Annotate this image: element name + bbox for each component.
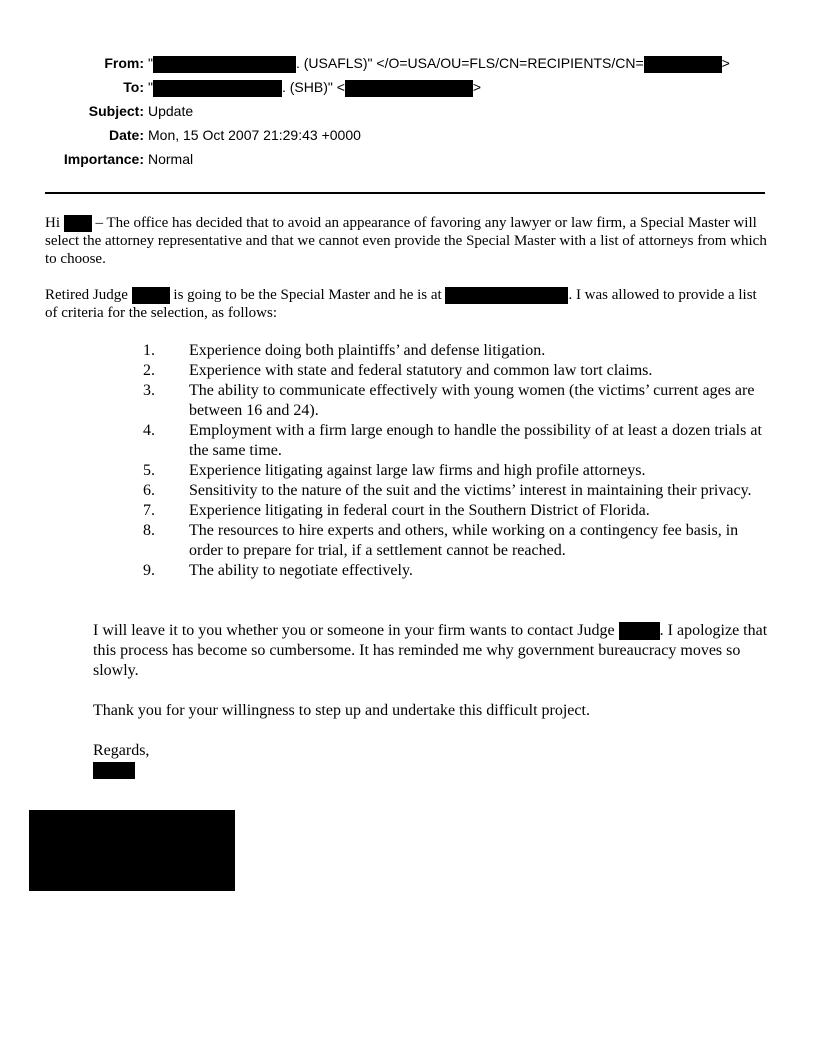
list-text: Sensitivity to the nature of the suit and the victims’ interest in maintaining their privacy. bbox=[189, 482, 752, 499]
signature-block-redaction bbox=[29, 810, 235, 891]
list-item bbox=[143, 381, 773, 421]
paragraph-contact bbox=[93, 621, 773, 681]
header-date bbox=[0, 124, 816, 146]
intro-text: – The office has decided that to avoid an appearance of favoring any lawyer or law firm, a Special Master will select the attorney representative and that we cannot even provide the Special Master with a list of attorneys from which to choose. bbox=[45, 215, 767, 268]
header-to bbox=[0, 76, 816, 98]
special-master-text-c: . I was allowed to provide a list of criteria for the selection, as follows: bbox=[45, 287, 757, 322]
subject-label: Subject: bbox=[88, 103, 144, 119]
from-address: . (USAFLS)" </O=USA/OU=FLS/CN=RECIPIENTS/CN= bbox=[295, 55, 644, 71]
importance-label: Importance: bbox=[63, 151, 144, 167]
list-item bbox=[143, 461, 773, 481]
importance-value: Normal bbox=[148, 151, 194, 167]
list-item bbox=[143, 421, 773, 461]
redaction-bar bbox=[153, 80, 282, 97]
list-item bbox=[143, 501, 773, 521]
date-value: Mon, 15 Oct 2007 21:29:43 +0000 bbox=[148, 127, 361, 143]
redaction-bar bbox=[64, 215, 92, 232]
closing: Regards, bbox=[93, 742, 150, 759]
paragraph-special-master bbox=[45, 286, 770, 322]
list-number: 7. bbox=[143, 502, 155, 519]
signature-redaction bbox=[93, 762, 135, 779]
list-item bbox=[143, 361, 773, 381]
header-from bbox=[0, 52, 816, 74]
date-label: Date: bbox=[108, 127, 144, 143]
list-text: Experience litigating in federal court in the Southern District of Florida. bbox=[189, 502, 650, 519]
paragraph-thanks: Thank you for your willingness to step up and undertake this difficult project. bbox=[93, 702, 590, 719]
from-quote: " bbox=[148, 55, 153, 71]
list-number: 5. bbox=[143, 462, 155, 479]
special-master-text-b: is going to be the Special Master and he is at bbox=[169, 287, 446, 303]
from-label: From: bbox=[104, 55, 144, 71]
subject-value: Update bbox=[148, 103, 194, 119]
header-divider bbox=[45, 192, 765, 194]
list-item bbox=[143, 521, 773, 561]
list-text: Experience doing both plaintiffs’ and defense litigation. bbox=[189, 342, 546, 359]
to-quote: " bbox=[148, 79, 153, 95]
list-text: The resources to hire experts and others, while working on a contingency fee basis, in order to prepare for trial, if a settlement cannot be reached. bbox=[189, 522, 739, 559]
list-number: 6. bbox=[143, 482, 155, 499]
to-address: . (SHB)" < bbox=[281, 79, 345, 95]
to-label: To: bbox=[123, 79, 144, 95]
list-text: The ability to communicate effectively with young women (the victims’ current ages are between 16 and 24). bbox=[189, 382, 755, 419]
greeting: Hi bbox=[45, 215, 64, 231]
list-number: 2. bbox=[143, 362, 155, 379]
redaction-bar bbox=[132, 287, 170, 304]
list-text: Experience litigating against large law firms and high profile attorneys. bbox=[189, 462, 646, 479]
criteria-list bbox=[143, 341, 773, 581]
list-item bbox=[143, 341, 773, 361]
paragraph-intro bbox=[45, 214, 770, 268]
list-item bbox=[143, 481, 773, 501]
list-number: 4. bbox=[143, 422, 155, 439]
to-value bbox=[148, 76, 481, 98]
redaction-bar bbox=[153, 56, 296, 73]
redaction-bar bbox=[619, 622, 660, 640]
contact-text-b: . I apologize that this process has become so cumbersome. It has reminded me why government bureaucracy moves so slowly. bbox=[93, 622, 768, 679]
list-item bbox=[143, 561, 773, 581]
from-bracket: > bbox=[721, 55, 730, 71]
list-number: 3. bbox=[143, 382, 155, 399]
list-text: Employment with a firm large enough to handle the possibility of at least a dozen trials at the same time. bbox=[189, 422, 762, 459]
list-number: 8. bbox=[143, 522, 155, 539]
redaction-bar bbox=[445, 287, 568, 304]
to-bracket: > bbox=[472, 79, 482, 95]
header-subject bbox=[0, 100, 816, 122]
redaction-bar bbox=[644, 56, 722, 73]
from-value bbox=[148, 52, 730, 74]
list-text: Experience with state and federal statutory and common law tort claims. bbox=[189, 362, 653, 379]
contact-text-a: I will leave it to you whether you or someone in your firm wants to contact Judge bbox=[93, 622, 619, 639]
special-master-text-a: Retired Judge bbox=[45, 287, 132, 303]
list-number: 1. bbox=[143, 342, 155, 359]
header-importance bbox=[0, 148, 816, 170]
redaction-bar bbox=[345, 80, 473, 97]
list-number: 9. bbox=[143, 562, 155, 579]
list-text: The ability to negotiate effectively. bbox=[189, 562, 413, 579]
